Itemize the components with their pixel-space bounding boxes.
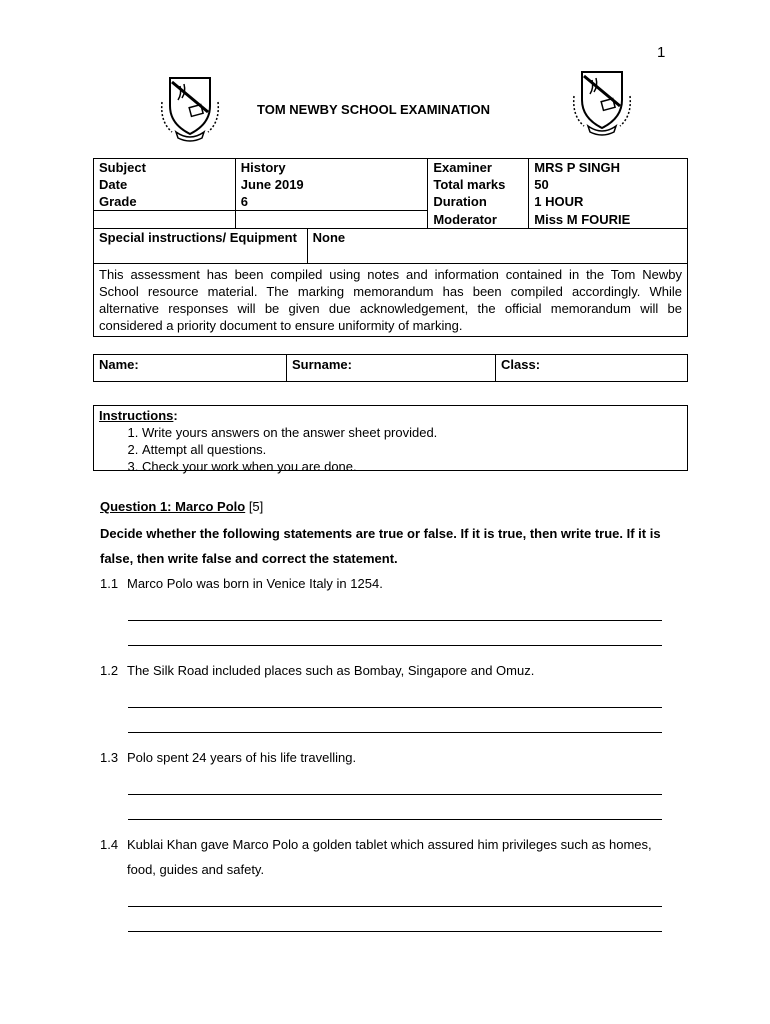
question-item xyxy=(100,832,670,932)
assessment-note: This assessment has been compiled using notes and information contained in the Tom Newby School resource material. The marking memorandum has been compiled accordingly. While alternative responses will be given due acknowledgement, the official memorandum will be considered a priority document to ensure uniformity of marking. xyxy=(94,263,688,336)
exam-title: TOM NEWBY SCHOOL EXAMINATION xyxy=(257,102,491,117)
grade-value: 6 xyxy=(235,193,428,211)
question-marks: [5] xyxy=(248,499,264,514)
class-field[interactable]: Class: xyxy=(496,355,688,382)
question-1 xyxy=(100,497,670,932)
item-text: Marco Polo was born in Venice Italy in 1254. xyxy=(127,576,383,591)
student-details-table xyxy=(93,354,688,382)
item-number: 1.2 xyxy=(100,663,119,678)
instruction-item: 3. Check your work when you are done. xyxy=(142,458,682,475)
answer-line[interactable] xyxy=(128,596,662,621)
answer-line[interactable] xyxy=(128,683,662,708)
answer-line[interactable] xyxy=(128,770,662,795)
item-text: Polo spent 24 years of his life travelling. xyxy=(127,750,357,765)
answer-line[interactable] xyxy=(128,882,662,907)
item-text: Kublai Khan gave Marco Polo a golden tablet which assured him privileges such as homes, food, guides and safety. xyxy=(127,837,652,877)
item-number: 1.3 xyxy=(100,750,119,765)
school-crest-logo-right xyxy=(570,66,634,136)
answer-line[interactable] xyxy=(128,621,662,646)
date-label: Date xyxy=(94,176,236,193)
special-instructions-label: Special instructions/ Equipment xyxy=(94,228,308,263)
examiner-value: MRS P SINGH xyxy=(529,159,688,177)
instruction-item: 2. Attempt all questions. xyxy=(142,441,682,458)
empty-cell xyxy=(94,211,236,229)
instructions-box xyxy=(93,405,688,474)
item-text: The Silk Road included places such as Bombay, Singapore and Omuz. xyxy=(127,663,535,678)
subject-label: Subject xyxy=(94,159,236,177)
date-value: June 2019 xyxy=(235,176,428,193)
grade-label: Grade xyxy=(94,193,236,211)
answer-line[interactable] xyxy=(128,708,662,733)
instructions-colon: : xyxy=(173,408,178,423)
empty-cell xyxy=(235,211,428,229)
special-instructions-value: None xyxy=(307,228,687,263)
question-title-text: Question 1: Marco Polo xyxy=(100,499,246,514)
total-marks-label: Total marks xyxy=(428,176,529,193)
question-item xyxy=(100,745,670,820)
question-item xyxy=(100,571,670,646)
duration-value: 1 HOUR xyxy=(529,193,688,211)
examiner-label: Examiner xyxy=(428,159,529,177)
duration-label: Duration xyxy=(428,193,529,211)
instructions-heading: Instructions xyxy=(99,408,174,423)
question-direction: Decide whether the following statements are true or false. If it is true, then write true. If it is false, then write false and correct the statement. xyxy=(100,526,661,566)
item-number: 1.4 xyxy=(100,837,119,852)
subject-value: History xyxy=(235,159,428,177)
answer-line[interactable] xyxy=(128,907,662,932)
moderator-value: Miss M FOURIE xyxy=(529,211,688,229)
question-item xyxy=(100,658,670,733)
question-title xyxy=(100,497,670,517)
instructions-list xyxy=(99,424,682,475)
page-number: 1 xyxy=(657,44,666,61)
answer-line[interactable] xyxy=(128,795,662,820)
total-marks-value: 50 xyxy=(529,176,688,193)
instruction-item: 1. Write yours answers on the answer sheet provided. xyxy=(142,424,682,441)
surname-field[interactable]: Surname: xyxy=(287,355,496,382)
item-number: 1.1 xyxy=(100,576,119,591)
moderator-label: Moderator xyxy=(428,211,529,229)
name-field[interactable]: Name: xyxy=(94,355,287,382)
exam-info-table xyxy=(93,158,688,337)
school-crest-logo xyxy=(158,72,222,142)
